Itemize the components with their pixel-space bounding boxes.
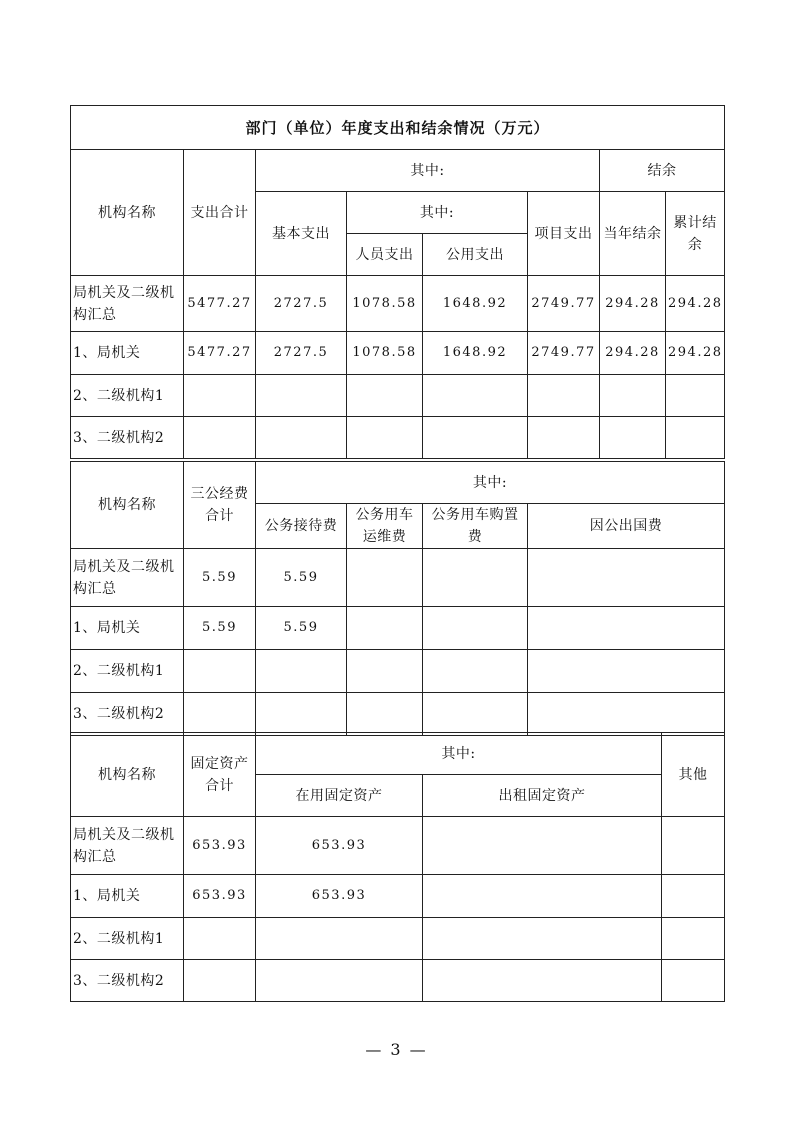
cell-leased xyxy=(423,875,662,918)
table-row xyxy=(71,375,725,417)
expenditure-balance-table xyxy=(70,105,725,459)
cell-project xyxy=(528,375,600,417)
page-number: — 3 — xyxy=(365,1040,428,1059)
cell-abroad xyxy=(528,607,725,650)
cell-reception xyxy=(256,693,347,736)
table-title: 部门（单位）年度支出和结余情况（万元） xyxy=(71,106,725,150)
cell-vehicle-purchase xyxy=(423,607,528,650)
cell-project: 2749.77 xyxy=(528,332,600,375)
row-org-name: 1、局机关 xyxy=(71,607,184,650)
header-public-expenditure: 公用支出 xyxy=(423,234,528,276)
table-row xyxy=(71,650,725,693)
header-reception: 公务接待费 xyxy=(256,504,347,549)
cell-personnel: 1078.58 xyxy=(347,332,423,375)
cell-in-use xyxy=(256,960,423,1002)
row-org-name: 2、二级机构1 xyxy=(71,650,184,693)
cell-leased xyxy=(423,918,662,960)
header-of-which: 其中: xyxy=(256,150,600,192)
header-abroad: 因公出国费 xyxy=(528,504,725,549)
table-row xyxy=(71,875,725,918)
cell-total: 653.93 xyxy=(184,875,256,918)
cell-project xyxy=(528,417,600,459)
row-org-name: 局机关及二级机构汇总 xyxy=(71,276,184,332)
cell-total xyxy=(184,650,256,693)
header-of-which: 其中: xyxy=(256,462,725,504)
cell-vehicle-purchase xyxy=(423,549,528,607)
cell-vehicle-purchase xyxy=(423,650,528,693)
row-org-name: 局机关及二级机构汇总 xyxy=(71,817,184,875)
row-org-name: 1、局机关 xyxy=(71,875,184,918)
table-row xyxy=(71,276,725,332)
cell-cum-balance: 294.28 xyxy=(666,276,725,332)
cell-cum-balance xyxy=(666,375,725,417)
cell-public: 1648.92 xyxy=(423,332,528,375)
table-row xyxy=(71,549,725,607)
cell-abroad xyxy=(528,650,725,693)
cell-personnel xyxy=(347,417,423,459)
table-row xyxy=(71,817,725,875)
header-total-expenditure: 支出合计 xyxy=(184,150,256,276)
fixed-assets-table xyxy=(70,732,725,1002)
header-of-which: 其中: xyxy=(256,733,662,775)
header-vehicle-ops: 公务用车运维费 xyxy=(347,504,423,549)
cell-personnel: 1078.58 xyxy=(347,276,423,332)
cell-other xyxy=(662,817,725,875)
cell-in-use xyxy=(256,918,423,960)
cell-total: 5.59 xyxy=(184,607,256,650)
cell-other xyxy=(662,875,725,918)
cell-reception: 5.59 xyxy=(256,549,347,607)
cell-leased xyxy=(423,960,662,1002)
header-three-public-total: 三公经费合计 xyxy=(184,462,256,549)
cell-vehicle-ops xyxy=(347,650,423,693)
row-org-name: 2、二级机构1 xyxy=(71,918,184,960)
header-org-name: 机构名称 xyxy=(71,150,184,276)
row-org-name: 2、二级机构1 xyxy=(71,375,184,417)
cell-basic xyxy=(256,375,347,417)
cell-in-use: 653.93 xyxy=(256,875,423,918)
cell-year-balance xyxy=(600,375,666,417)
header-of-which-basic: 其中: xyxy=(347,192,528,234)
row-org-name: 局机关及二级机构汇总 xyxy=(71,549,184,607)
cell-in-use: 653.93 xyxy=(256,817,423,875)
cell-total xyxy=(184,417,256,459)
header-org-name: 机构名称 xyxy=(71,462,184,549)
cell-other xyxy=(662,918,725,960)
cell-year-balance: 294.28 xyxy=(600,276,666,332)
row-org-name: 1、局机关 xyxy=(71,332,184,375)
cell-abroad xyxy=(528,549,725,607)
header-basic-expenditure: 基本支出 xyxy=(256,192,347,276)
row-org-name: 3、二级机构2 xyxy=(71,693,184,736)
cell-vehicle-purchase xyxy=(423,693,528,736)
cell-other xyxy=(662,960,725,1002)
cell-public xyxy=(423,375,528,417)
cell-total xyxy=(184,960,256,1002)
table-row xyxy=(71,607,725,650)
cell-total: 5.59 xyxy=(184,549,256,607)
cell-reception: 5.59 xyxy=(256,607,347,650)
row-org-name: 3、二级机构2 xyxy=(71,417,184,459)
header-cumulative-balance: 累计结余 xyxy=(666,192,725,276)
cell-cum-balance: 294.28 xyxy=(666,332,725,375)
cell-year-balance: 294.28 xyxy=(600,332,666,375)
cell-vehicle-ops xyxy=(347,693,423,736)
cell-public xyxy=(423,417,528,459)
cell-total: 653.93 xyxy=(184,817,256,875)
table-row xyxy=(71,918,725,960)
header-other: 其他 xyxy=(662,733,725,817)
cell-project: 2749.77 xyxy=(528,276,600,332)
table-row xyxy=(71,332,725,375)
header-year-balance: 当年结余 xyxy=(600,192,666,276)
table-row xyxy=(71,417,725,459)
cell-vehicle-ops xyxy=(347,549,423,607)
header-org-name: 机构名称 xyxy=(71,733,184,817)
cell-basic: 2727.5 xyxy=(256,332,347,375)
header-vehicle-purchase: 公务用车购置费 xyxy=(423,504,528,549)
cell-abroad xyxy=(528,693,725,736)
cell-basic xyxy=(256,417,347,459)
header-fixed-assets-total: 固定资产合计 xyxy=(184,733,256,817)
cell-public: 1648.92 xyxy=(423,276,528,332)
cell-total xyxy=(184,375,256,417)
cell-leased xyxy=(423,817,662,875)
table-row xyxy=(71,960,725,1002)
header-balance: 结余 xyxy=(600,150,725,192)
cell-personnel xyxy=(347,375,423,417)
cell-total xyxy=(184,918,256,960)
header-leased-assets: 出租固定资产 xyxy=(423,775,662,817)
three-public-expenses-table xyxy=(70,461,725,736)
cell-total xyxy=(184,693,256,736)
header-in-use-assets: 在用固定资产 xyxy=(256,775,423,817)
cell-total: 5477.27 xyxy=(184,332,256,375)
cell-reception xyxy=(256,650,347,693)
cell-cum-balance xyxy=(666,417,725,459)
cell-total: 5477.27 xyxy=(184,276,256,332)
cell-vehicle-ops xyxy=(347,607,423,650)
header-personnel-expenditure: 人员支出 xyxy=(347,234,423,276)
row-org-name: 3、二级机构2 xyxy=(71,960,184,1002)
cell-basic: 2727.5 xyxy=(256,276,347,332)
table-row xyxy=(71,693,725,736)
header-project-expenditure: 项目支出 xyxy=(528,192,600,276)
cell-year-balance xyxy=(600,417,666,459)
